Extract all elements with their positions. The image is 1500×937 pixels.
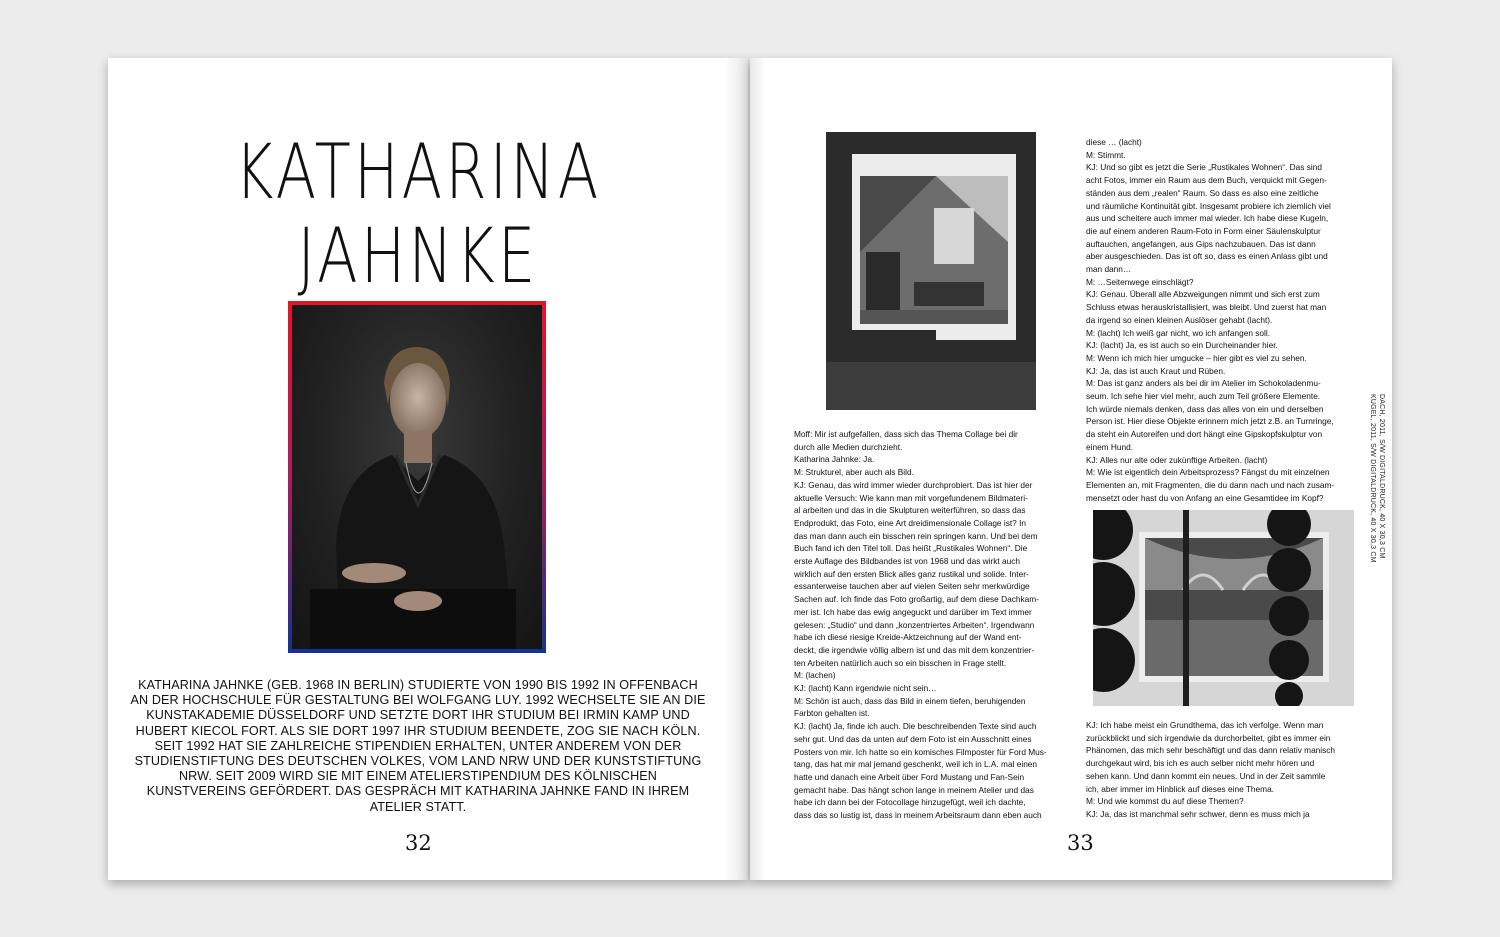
interview-column-right-bottom bbox=[1086, 719, 1366, 821]
interview-line: habe ich dann bei der Fotocollage hinzugefügt, weil ich dachte, bbox=[794, 797, 1026, 808]
interview-line: M: Wie ist eigentlich dein Arbeitsprozess? Fängst du mit einzelnen bbox=[1086, 467, 1330, 478]
interview-line: einem Hund. bbox=[1086, 441, 1134, 452]
interview-line: durch alle Medien durchzieht. bbox=[794, 441, 903, 452]
interview-line: aber ausgeschieden. Das ist oft so, dass es einen Anlass gibt und bbox=[1086, 251, 1328, 262]
interview-line: M: (lachen) bbox=[794, 670, 836, 681]
spheres-collage-illustration bbox=[1093, 510, 1354, 706]
interview-line: Farbton gehalten ist. bbox=[794, 708, 870, 719]
interview-line: sehr gut. Und das da unten auf dem Foto ist ein Ausschnitt eines bbox=[794, 733, 1032, 744]
interview-line: tang, das hat mir mal jemand geschenkt, weil ich in L.A. mal einen bbox=[794, 759, 1038, 770]
interview-line: M: (lacht) Ich weiß gar nicht, wo ich anfangen soll. bbox=[1086, 327, 1270, 338]
interview-line: aktuelle Versuch: Wie kann man mit vorgefundenem Bildmateri- bbox=[794, 492, 1028, 503]
page-number-left: 32 bbox=[405, 831, 432, 855]
interview-line: KJ: Ja, das ist auch Kraut und Rüben. bbox=[1086, 365, 1226, 376]
interview-line: Posters von mir. Ich hatte so ein komisches Filmposter für Ford Mus- bbox=[794, 746, 1047, 757]
interview-line: KJ: Genau. Überall alle Abzweigungen nimmt und sich erst zum bbox=[1086, 289, 1320, 300]
interview-line: M: Strukturel, aber auch als Bild. bbox=[794, 467, 914, 478]
interview-line: seum. Ich sehe hier viel mehr, auch zum Teil größere Elemente. bbox=[1086, 391, 1321, 402]
interview-line: man dann… bbox=[1086, 264, 1132, 275]
interview-line: Buch fand ich den Titel toll. Das heißt „Rustikales Wohnen“. Die bbox=[794, 543, 1028, 554]
interview-line: das man dann auch ein bisschen rein springen kann. Und bei dem bbox=[794, 530, 1038, 541]
interview-line: gelesen: „Studio“ und dann „konzentriertes Arbeiten“. Irgendwann bbox=[794, 619, 1035, 630]
interview-line: und räumliche Kontinuität gibt. Insgesamt probiere ich ziemlich viel bbox=[1086, 200, 1331, 211]
interview-line: Ich würde niemals denken, dass das alles von ein und derselben bbox=[1086, 403, 1324, 414]
gutter-shadow bbox=[724, 58, 748, 880]
interview-line: al arbeiten und das in die Skulpturen weiterführen, so dass das bbox=[794, 505, 1026, 516]
interview-line: hatte und danach eine Arbeit über Ford Mustang und Fan-Sein bbox=[794, 771, 1025, 782]
caption-line: DACH, 2011, S/W DIGITALDRUCK, 40 X 30,3 CM bbox=[1378, 394, 1385, 559]
interview-line: da steht ein Autoreifen und dort hängt eine Gipskopfskulptur von bbox=[1086, 429, 1323, 440]
interview-line: habe ich diese riesige Kreide-Aktzeichnung auf der Wand ent- bbox=[794, 632, 1022, 643]
interview-line: ich, aber immer im Hinblick auf dieses eine Thema. bbox=[1086, 783, 1274, 794]
interview-line: M: Und wie kommst du auf diese Themen? bbox=[1086, 796, 1244, 807]
title-line-first-name: KATHARINA bbox=[234, 127, 602, 216]
interview-line: Katharina Jahnke: Ja. bbox=[794, 454, 875, 465]
interview-line: KJ: Ich habe meist ein Grundthema, das ich verfolge. Wenn man bbox=[1086, 720, 1324, 730]
interview-line: sehen kann. Und dann kommt ein neues. Und in der Zeit sammle bbox=[1086, 770, 1326, 781]
interview-line: dass das so lustig ist, dass in meinem Arbeitsraum dann eben auch bbox=[794, 810, 1042, 821]
interview-line: KJ: (lacht) Ja, es ist auch so ein Durcheinander hier. bbox=[1086, 340, 1278, 351]
interview-line: KJ: Und so gibt es jetzt die Serie „Rustikales Wohnen“. Das sind bbox=[1086, 162, 1322, 173]
page-number-right: 33 bbox=[1067, 831, 1094, 855]
interview-line: ten Arbeiten natürlich auch so ein bisschen in Frage stellt. bbox=[794, 657, 1007, 668]
interview-line: Sachen auf. Ich finde das Foto großartig, auf dem diese Dachkam- bbox=[794, 594, 1039, 605]
article-title bbox=[176, 127, 660, 300]
interview-line: acht Fotos, immer ein Raum aus dem Buch, verquickt mit Gegen- bbox=[1086, 175, 1327, 186]
magazine-spread bbox=[108, 58, 1392, 880]
interview-line: Endprodukt, das Foto, eine Art dreidimensionale Collage ist? In bbox=[794, 517, 1026, 528]
interview-line: Person ist. Hier diese Objekte erinnern mich jetzt z.B. an Turnringe, bbox=[1086, 416, 1334, 427]
artist-biography: KATHARINA JAHNKE (GEB. 1968 IN BERLIN) STUDIERTE VON 1990 BIS 1992 IN OFFENBACH AN DER HOCHSCHULE FÜR GESTALTUNG BEI WOLFGANG LUY. 1992 WECHSELTE SIE AN DIE KUNSTAKADEMIE DÜSSELDORF UND SETZTE DORT IHR STUDIUM BEI IRMIN KAMP UND HUBERT KIECOL FORT. ALS SIE DORT 1997 IHR STUDIUM BEENDETE, ZOG SIE NACH KÖLN. SEIT 1992 HAT SIE ZAHLREICHE STIPENDIEN ERHALTEN, UNTER ANDEREM VON DER STUDIENSTIFTUNG DES DEUTSCHEN VOLKES, VOM LAND NRW UND DER KUNSTSTIFTUNG NRW. SEIT 2009 WIRD SIE MIT EINEM ATELIERSTIPENDIUM DES KÖLNISCHEN KUNSTVEREINS GEFÖRDERT. DAS GESPRÄCH MIT KATHARINA JAHNKE FAND IN IHREM ATELIER STATT. bbox=[130, 678, 706, 814]
left-page bbox=[108, 58, 748, 880]
portrait-gradient-frame bbox=[288, 301, 546, 653]
interview-line: erste Auflage des Bildbandes ist von 1968 und das wirkt auch bbox=[794, 556, 1021, 567]
interview-line: da irgend so einen kleinen Auslöser gehabt (lacht). bbox=[1086, 314, 1273, 325]
interview-line: M: …Seitenwege einschlägt? bbox=[1086, 276, 1194, 287]
interview-line: M: Schön ist auch, dass das Bild in einem tiefen, beruhigenden bbox=[794, 695, 1026, 706]
caption-line: KUGEL, 2011, S/W DIGITALDRUCK, 40 X 30,3 CM bbox=[1369, 394, 1376, 563]
attic-collage-illustration bbox=[826, 132, 1036, 410]
interview-line: KJ: Alles nur alte oder zukünftige Arbeiten. (lacht) bbox=[1086, 454, 1268, 465]
interview-line: durchgekaut wird, bis ich es auch selber nicht mehr hören und bbox=[1086, 758, 1315, 769]
interview-line: Phänomen, das mich sehr beschäftigt und das dann relativ manisch bbox=[1086, 745, 1336, 756]
interview-line: mer ist. Ich habe das ewig angeguckt und darüber im Text immer bbox=[794, 606, 1032, 617]
interview-line: deckt, die irgendwie völlig albern ist und das mit dem konzentrier- bbox=[794, 644, 1035, 655]
artwork-photo-spheres bbox=[1093, 510, 1354, 706]
interview-line: diese … (lacht) bbox=[1086, 137, 1142, 147]
interview-column-left bbox=[794, 428, 1074, 822]
interview-line: Elementen an, mit Fragmenten, die du dann nach und nach zusam- bbox=[1086, 479, 1335, 490]
interview-line: wirklich auf den ersten Blick alles ganz rustikal und solide. Inter- bbox=[794, 568, 1029, 579]
interview-line: Schluss etwas herauskristallisiert, was bleibt. Und zuerst hat man bbox=[1086, 302, 1327, 313]
interview-line: M: Das ist ganz anders als bei dir im Atelier im Schokoladenmu- bbox=[1086, 378, 1321, 389]
interview-line: mensetzt oder hast du von Anfang an eine Gesamtidee im Kopf? bbox=[1086, 492, 1324, 503]
interview-line: die auf einem anderen Raum-Foto in Form einer Säulenskulptur bbox=[1086, 225, 1321, 236]
right-page bbox=[750, 58, 1392, 880]
interview-line: M: Wenn ich mich hier umgucke – hier gibt es viel zu sehen. bbox=[1086, 352, 1307, 363]
interview-line: M: Stimmt. bbox=[1086, 149, 1126, 160]
portrait-illustration bbox=[292, 305, 542, 649]
interview-line: KJ: (lacht) Ja, finde ich auch. Die beschreibenden Texte sind auch bbox=[794, 721, 1037, 732]
interview-column-right-top bbox=[1086, 136, 1366, 504]
interview-line: ständen aus dem „realen“ Raum. So dass es also eine zeitliche bbox=[1086, 187, 1319, 198]
interview-line: auftauchen, angefangen, aus Gips nachzubauen. Das ist dann bbox=[1086, 238, 1316, 249]
artist-portrait-photo bbox=[292, 305, 542, 649]
interview-line: Moff: Mir ist aufgefallen, dass sich das Thema Collage bei dir bbox=[794, 429, 1018, 439]
interview-line: KJ: (lacht) Kann irgendwie nicht sein… bbox=[794, 683, 937, 694]
artwork-photo-attic bbox=[826, 132, 1036, 410]
interview-line: aus und scheitere auch immer mal wieder. Ich habe diese Kugeln, bbox=[1086, 213, 1329, 224]
image-caption bbox=[1368, 394, 1386, 563]
interview-line: KJ: Genau, das wird immer wieder durchprobiert. Das ist hier der bbox=[794, 479, 1033, 490]
interview-line: gemacht habe. Das hängt schon lange in meinem Atelier und das bbox=[794, 784, 1034, 795]
interview-line: essanterweise tauchen aber auf vielen Seiten sehr merkwürdige bbox=[794, 581, 1030, 592]
interview-line: zurückblickt und sich irgendwie da durchorbeitet, gibt es immer ein bbox=[1086, 732, 1331, 743]
title-line-last-name: JAHNKE bbox=[297, 211, 539, 300]
gutter-shadow bbox=[750, 58, 766, 880]
interview-line: KJ: Ja, das ist manchmal sehr schwer, denn es muss mich ja bbox=[1086, 808, 1310, 819]
